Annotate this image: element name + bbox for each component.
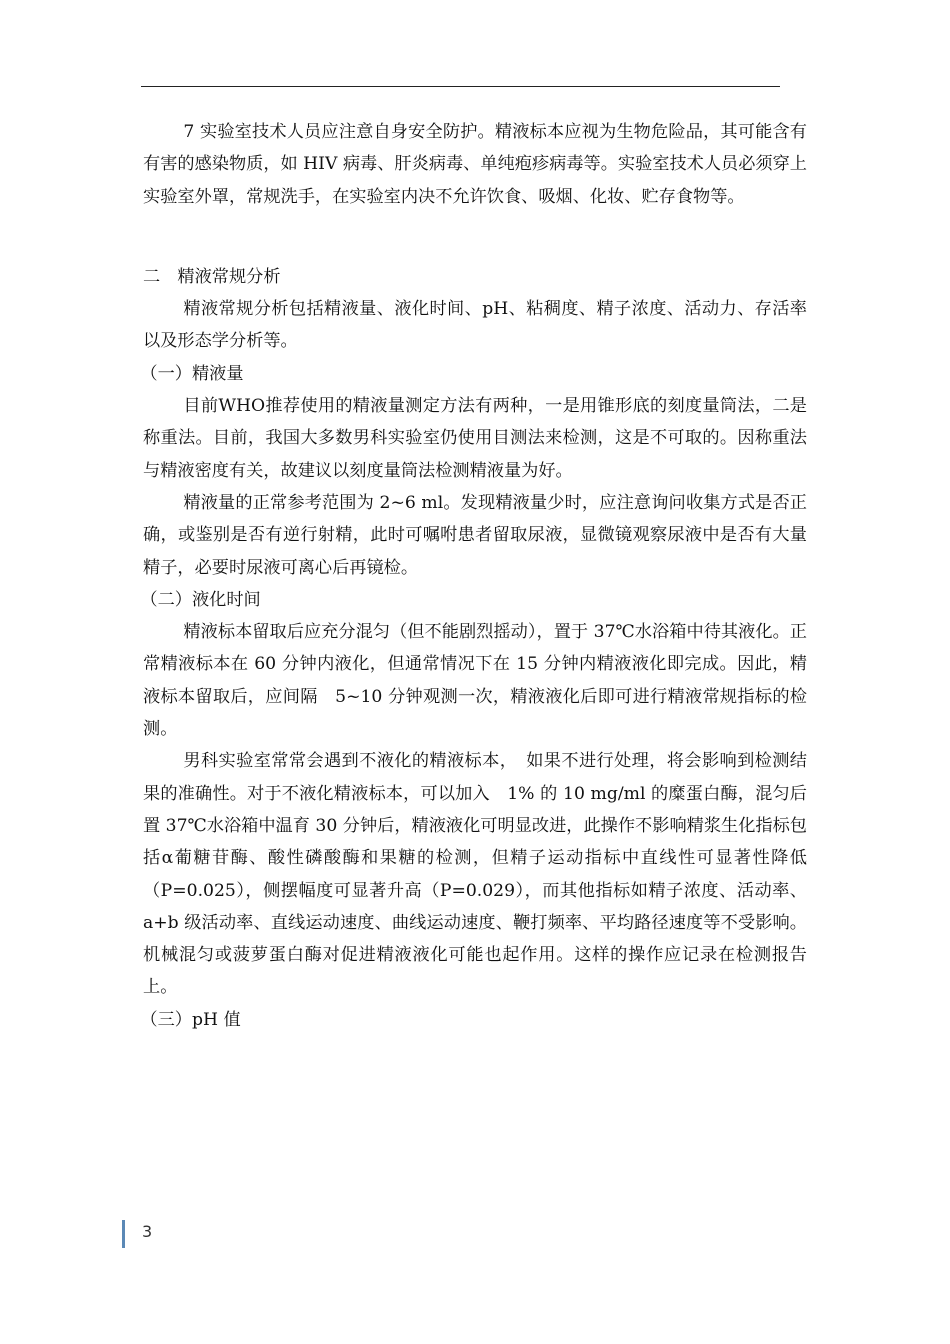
- footer-accent-bar: [122, 1220, 125, 1248]
- paragraph-liquefaction-procedure: 精液标本留取后应充分混匀（但不能剧烈摇动），置于 37℃水浴箱中待其液化。正常精液标本在 60 分钟内液化，但通常情况下在 15 分钟内精液液化即完成。因此，精液标本留取后，应间隔 5~10 分钟观测一次，精液液化后即可进行精液常规指标的检测。: [143, 622, 807, 740]
- page-number: 3: [142, 1222, 153, 1241]
- subheading-ph-value: （三）pH 值: [140, 1009, 241, 1030]
- paragraph-volume-reference: 精液量的正常参考范围为 2~6 ml。发现精液量少时，应注意询问收集方式是否正确，或鉴别是否有逆行射精，此时可嘱咐患者留取尿液，显微镜观察尿液中是否有大量精子，必要时尿液可离心后再镜检。: [143, 492, 807, 578]
- header-rule: [141, 86, 780, 87]
- paragraph-volume-methods: 目前WHO推荐使用的精液量测定方法有两种，一是用锥形底的刻度量筒法，二是称重法。目前，我国大多数男科实验室仍使用目测法来检测，这是不可取的。因称重法与精液密度有关，故建议以刻度量筒法检测精液量为好。: [143, 396, 807, 481]
- subheading-semen-volume: （一）精液量: [140, 363, 244, 384]
- section-gap: [143, 213, 807, 261]
- subheading-liquefaction-time: （二）液化时间: [140, 589, 261, 610]
- paragraph-non-liquefied-samples: 男科实验室常常会遇到不液化的精液标本， 如果不进行处理，将会影响到检测结果的准确性。对于不液化精液标本，可以加入 1% 的 10 mg/ml 的糜蛋白酶，混匀后置 37℃水浴箱中温育 30 分钟后，精液液化可明显改进，此操作不影响精浆生化指标包括α葡糖苷酶、酸性磷酸酶和果糖的检测，但精子运动指标中直线性可显著性降低（P=0.025），侧摆幅度可显著升高（P=0.029），而其他指标如精子浓度、活动率、a+b 级活动率、直线运动速度、曲线运动速度、鞭打频率、平均路径速度等不受影响。机械混匀或菠萝蛋白酶对促进精液液化可能也起作用。这样的操作应记录在检测报告上。: [143, 751, 807, 998]
- section-heading-routine-analysis: 二 精液常规分析: [143, 266, 281, 287]
- paragraph-routine-analysis-intro: 精液常规分析包括精液量、液化时间、pH、粘稠度、精子浓度、活动力、存活率以及形态学分析等。: [143, 299, 807, 352]
- document-body: [140, 116, 807, 1036]
- paragraph-lab-safety: 7 实验室技术人员应注意自身安全防护。精液标本应视为生物危险品，其可能含有有害的感染物质，如 HIV 病毒、肝炎病毒、单纯疱疹病毒等。实验室技术人员必须穿上实验室外罩，常规洗手，在实验室内决不允许饮食、吸烟、化妆、贮存食物等。: [143, 122, 807, 207]
